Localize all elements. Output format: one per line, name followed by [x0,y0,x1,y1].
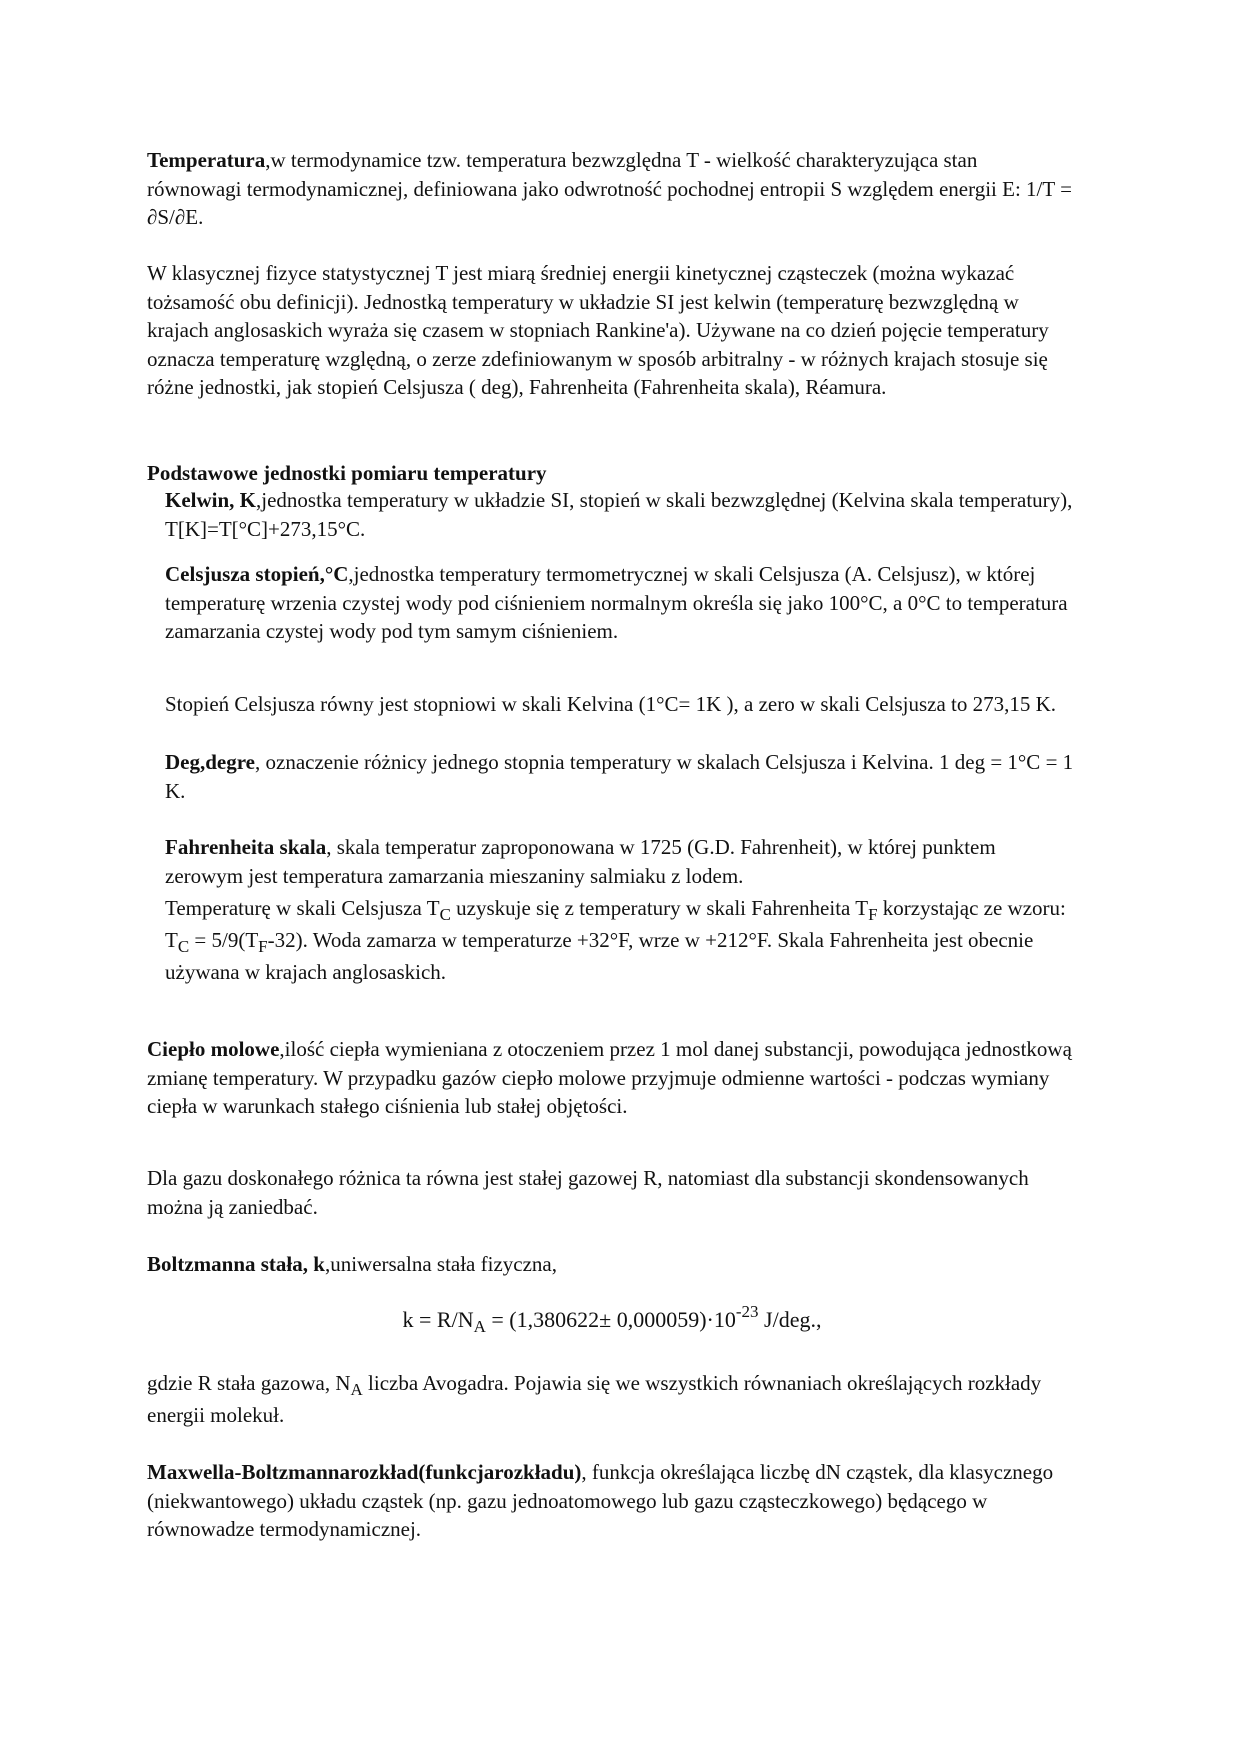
term-maxwell: Maxwella-Boltzmannarozkład(funkcjarozkładu) [147,1460,582,1484]
paragraph-kelwin [165,486,1077,543]
statistical-physics-text: W klasycznej fizyce statystycznej T jest miarą średniej energii kinetycznej cząsteczek (można wykazać tożsamość obu definicji). Jednostką temperatury w układzie SI jest kelwin (temperaturę bezwzględną w krajach anglosaskich wyraża się czasem w stopniach Rankine'a). Używane na co dzień pojęcie temperatury oznacza temperaturę względną, o zerze zdefiniowanym w sposób arbitralny - w różnych krajach stosuje się różne jednostki, jak stopień Celsjusza ( deg), Fahrenheita (Fahrenheita skala), Réamura. [147,261,1049,399]
formula-text-1: korzystając ze wzoru: T [165,896,1066,952]
maxwell-definition: , funkcja określająca liczbę dN cząstek, dla klasycznego (niekwantowego) układu cząstek (np. gazu jednoatomowego lub gazu cząsteczkowego) będącego w równowadze termodynamicznej. [147,1460,1054,1541]
term-fahrenheit: Fahrenheita skala [165,835,327,859]
paragraph-cieplo-molowe [147,1035,1077,1121]
paragraph-fahrenheit [165,833,1077,988]
paragraph-boltzmann [147,1250,1077,1279]
explanation-subscript-a: A [350,1380,363,1399]
fahrenheit-definition: , skala temperatur zaproponowana w 1725 (G.D. Fahrenheit), w której punktem zerowym jest temperatura zamarzania mieszaniny salmiaku z lodem. [165,835,996,888]
term-boltzmann: Boltzmanna stała, k [147,1252,325,1276]
subscript-f: F [868,905,878,924]
subscript-c: C [439,905,451,924]
term-kelwin: Kelwin, K [165,488,257,512]
term-deg: Deg,degre [165,750,255,774]
paragraph-statistical-physics [147,259,1077,402]
conversion-text-2: uzyskuje się z temperatury w skali Fahrenheita T [450,896,869,920]
formula-k: k = R/N [402,1307,474,1332]
gaz-text: Dla gazu doskonałego różnica ta równa jest stałej gazowej R, natomiast dla substancji skondensowanych można ją zaniedbać. [147,1166,1029,1219]
celsjusz-definition: ,jednostka temperatury termometrycznej w skali Celsjusza (A. Celsjusz), w której temperaturę wrzenia czystej wody pod ciśnieniem normalnym określa się jako 100°C, a 0°C to temperatura zamarzania czystej wody pod tym samym ciśnieniem. [165,562,1068,643]
paragraph-maxwell [147,1458,1077,1544]
deg-definition: , oznaczenie różnicy jednego stopnia temperatury w skalach Celsjusza i Kelvina. 1 deg = 1°C = 1 K. [165,750,1074,803]
heading-units-text: Podstawowe jednostki pomiaru temperatury [147,461,547,485]
boltzmann-definition: ,uniwersalna stała fizyczna, [324,1252,557,1276]
paragraph-deg [165,748,1077,805]
subscript-c-2: C [177,937,190,956]
explanation-text-1: gdzie R stała gazowa, N [147,1371,351,1395]
formula-value: = (1,380622± 0,000059)·10 [485,1307,736,1332]
paragraph-stopien [165,690,1077,719]
paragraph-gaz [147,1164,1077,1221]
subscript-f-2: F [258,937,268,956]
paragraph-celsjusz [165,560,1077,646]
paragraph-temperatura [147,146,1077,232]
formula-text-2: = 5/9(T [189,928,259,952]
conversion-text-1: Temperaturę w skali Celsjusza T [165,896,440,920]
paragraph-boltzmann-explanation [147,1367,1077,1431]
boltzmann-formula [147,1302,1077,1336]
formula-subscript-a: A [473,1317,486,1336]
fahrenheit-conversion [165,892,1077,988]
temperatura-definition: ,w termodynamice tzw. temperatura bezwzględna T - wielkość charakteryzująca stan równowagi termodynamicznej, definiowana jako odwrotność pochodnej entropii S względem energii E: 1/T = ∂S/∂E. [147,148,1072,229]
formula-exponent: -23 [735,1302,759,1321]
term-cieplo-molowe: Ciepło molowe [147,1037,280,1061]
formula-text-3: -32). Woda zamarza w temperaturze +32°F, wrze w +212°F. Skala Fahrenheita jest obecnie używana w krajach anglosaskich. [165,928,1034,984]
formula-unit: J/deg., [758,1307,822,1332]
stopien-text: Stopień Celsjusza równy jest stopniowi w skali Kelvina (1°C= 1K ), a zero w skali Celsjusza to 273,15 K. [165,692,1057,716]
fahrenheit-intro [165,833,1077,890]
cieplo-definition: ,ilość ciepła wymieniana z otoczeniem przez 1 mol danej substancji, powodująca jednostkową zmianę temperatury. W przypadku gazów ciepło molowe przyjmuje odmienne wartości - podczas wymiany ciepła w warunkach stałego ciśnienia lub stałej objętości. [147,1037,1072,1118]
kelwin-definition: ,jednostka temperatury w układzie SI, stopień w skali bezwzględnej (Kelvina skala temperatury), T[K]=T[°C]+273,15°C. [165,488,1073,541]
heading-units [147,459,1077,488]
term-temperatura: Temperatura [147,148,266,172]
term-celsjusz: Celsjusza stopień,°C [165,562,349,586]
explanation-text-2: liczba Avogadra. Pojawia się we wszystkich równaniach określających rozkłady energii molekuł. [147,1371,1042,1427]
